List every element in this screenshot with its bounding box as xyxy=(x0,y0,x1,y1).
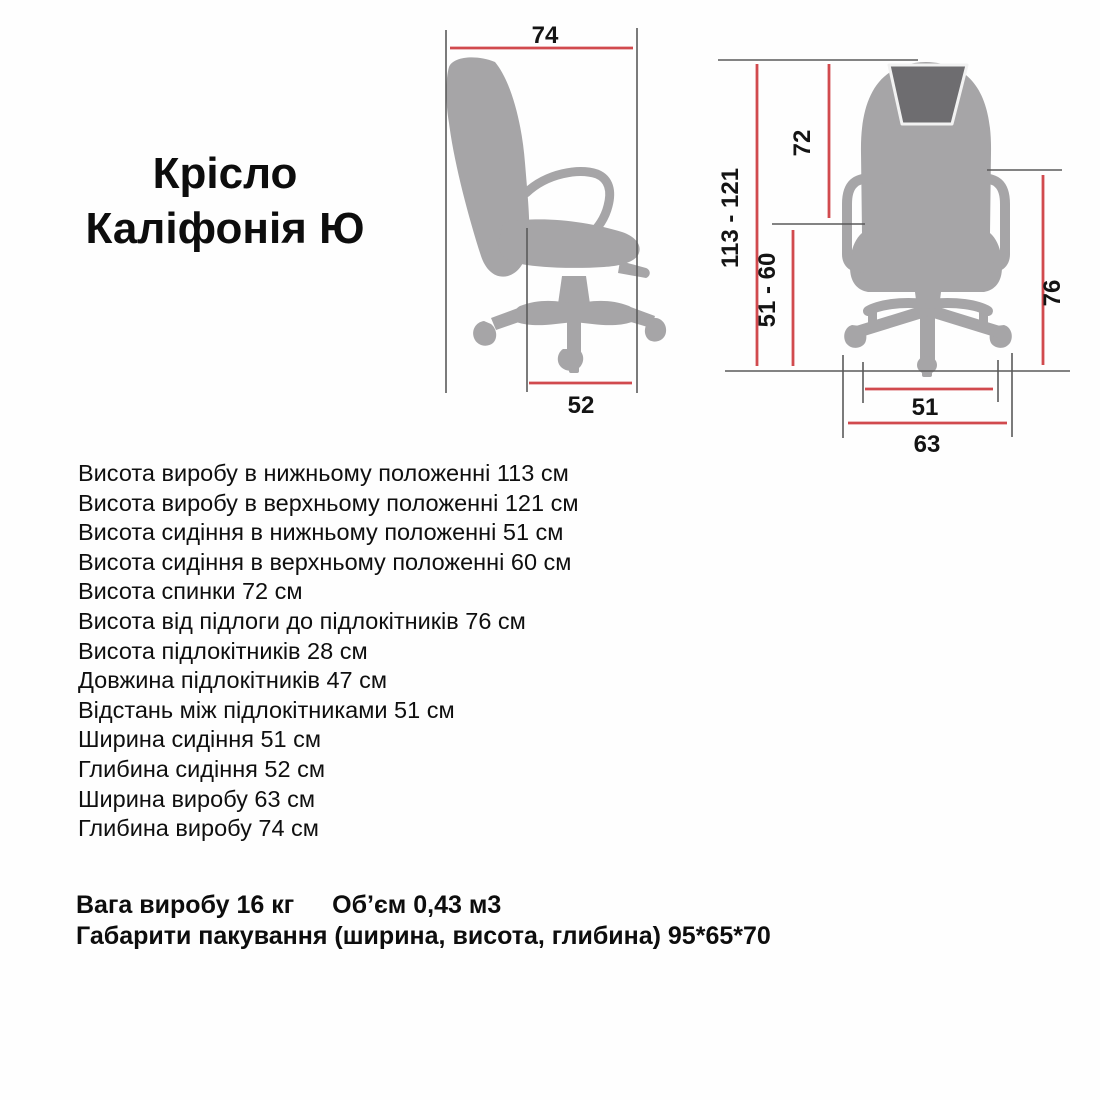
page-title-line1: Крісло xyxy=(152,149,298,198)
spec-line: Ширина сидіння 51 см xyxy=(78,726,322,753)
packaging-text: Габарити пакування (ширина, висота, глибина) 95*65*70 xyxy=(76,921,771,950)
dim-label-seat-height: 51 - 60 xyxy=(754,252,781,328)
dim-label-armrest-height: 76 xyxy=(1039,279,1066,307)
side-view-diagram xyxy=(425,5,675,435)
spec-line: Висота від підлоги до підлокітників 76 см xyxy=(78,607,526,634)
spec-line: Глибина виробу 74 см xyxy=(78,815,319,842)
spec-line: Висота підлокітників 28 см xyxy=(78,637,368,664)
page-title xyxy=(42,146,408,256)
footer-line1 xyxy=(76,890,771,921)
spec-line: Висота виробу в верхньому положенні 121 см xyxy=(78,489,579,516)
spec-line: Висота спинки 72 см xyxy=(78,578,303,605)
spec-line: Висота сидіння в нижньому положенні 51 см xyxy=(78,519,564,546)
dim-label-product-width: 63 xyxy=(913,431,941,458)
footer-info xyxy=(76,890,771,951)
weight-text: Вага виробу 16 кг xyxy=(76,891,295,919)
dim-label-seat-depth: 52 xyxy=(567,392,595,419)
page-title-line2: Каліфонія Ю xyxy=(85,204,365,253)
dim-label-product-height: 113 - 121 xyxy=(717,167,744,269)
dim-label-seat-width: 51 xyxy=(911,394,939,421)
front-chair-headrest xyxy=(889,65,967,124)
spec-list xyxy=(78,459,579,844)
spec-line: Довжина підлокітників 47 см xyxy=(78,667,388,694)
volume-text: Об’єм 0,43 м3 xyxy=(332,891,502,919)
spec-line: Висота виробу в нижньому положенні 113 см xyxy=(78,460,569,486)
front-view-diagram xyxy=(700,5,1090,460)
spec-line: Відстань між підлокітниками 51 см xyxy=(78,696,455,723)
dim-label-back-height: 72 xyxy=(789,129,816,157)
dim-label-depth-overall: 74 xyxy=(531,22,559,49)
spec-line: Глибина сидіння 52 см xyxy=(78,755,326,782)
spec-line: Ширина виробу 63 см xyxy=(78,785,315,812)
spec-line: Висота сидіння в верхньому положенні 60 см xyxy=(78,548,572,575)
side-chair-silhouette xyxy=(446,57,666,373)
